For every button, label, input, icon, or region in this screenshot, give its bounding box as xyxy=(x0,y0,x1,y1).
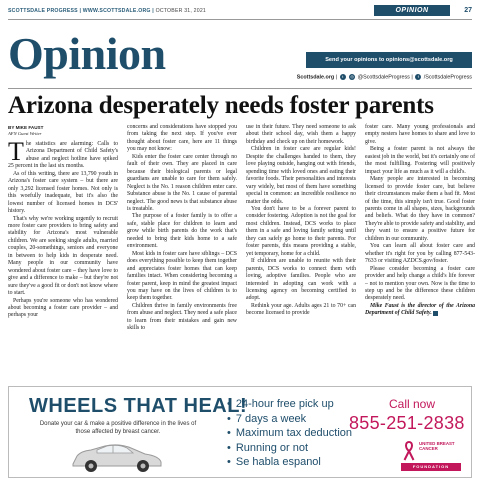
ubcf-name: UNITED BREAST CANCER xyxy=(419,441,455,452)
article-column-3 xyxy=(246,124,356,318)
article-paragraph: Perhaps you're someone who has wondered about becoming a foster care provider – and perhaps your xyxy=(8,297,118,319)
instagram-handle[interactable]: @ScottsdaleProgress xyxy=(357,74,410,81)
section-masthead: Opinion xyxy=(8,28,166,79)
list-item: • 7 days a week xyxy=(227,412,352,427)
article-paragraph: Children in foster care are regular kids! Despite the challenges handed to them, they love playing outside, hanging out with friends, spending time with loved ones and eating their favorite foods. Their personalities and interests vary widely, but most of them have something special in common: an incredible resilience no matter the odds. xyxy=(246,146,356,205)
lead-text: he statistics are alarming: Calls to Arizona Department of Child Safety's abuse and neglect hotline have spiked 25 percent in the last six months. xyxy=(8,141,118,170)
publication-name: SCOTTSDALE PROGRESS xyxy=(8,8,78,14)
section-tag: OPINION xyxy=(374,5,450,16)
article-paragraph: You don't have to be a forever parent to consider fostering. Adoption is not the goal for most children. Instead, DCS works to place them in a safe and loving family setting until they can safely go home to their parents. For foster parents, this means providing a stable, yet temporary, home for a child. xyxy=(246,205,356,257)
end-mark-icon xyxy=(433,311,438,316)
article-paragraph: As of this writing, there are 13,790 youth in Arizona's foster care system – but there are only 3,292 licensed foster homes. Not only is this woefully inadequate, but it's also the lowest number of licensed homes in DCS' history. xyxy=(8,170,118,215)
article-paragraph: use in their future. They need someone to ask about their school day, wish them a happy birthday and check up on their homework. xyxy=(246,124,356,145)
ad-title: WHEELS THAT HEAL! xyxy=(29,395,248,417)
twitter-icon: t xyxy=(340,74,346,80)
signoff-text: Mike Faust is the director of the Arizona Department of Child Safety. xyxy=(365,302,475,317)
call-now-label: Call now xyxy=(389,397,436,411)
article-paragraph: If children are unable to reunite with their parents, DCS works to connect them with loving, adoptive families. People who are interested in adopting can work with a licensing agency on becoming certified to adopt. xyxy=(246,258,356,302)
author-name: BY MIKE FAUST xyxy=(8,125,44,130)
ad-subtitle: Donate your car & make a positive difference in the lives of those affected by breast cancer. xyxy=(39,421,197,435)
article-paragraph: Most kids in foster care have siblings – DCS does everything possible to keep them together and appreciates foster homes that can keep families intact. When considering becoming a foster parent, keep in mind the greatest impact you may have on the lives of children is to keep them together. xyxy=(127,250,237,302)
article-headline: Arizona desperately needs foster parents xyxy=(8,92,434,119)
article-paragraph xyxy=(8,137,118,171)
list-item: • Maximum tax deduction xyxy=(227,426,352,441)
article-paragraph: concerns and considerations have stopped you from taking the next step. If you've ever thought about foster care, here are 11 things you may not know: xyxy=(127,124,237,153)
ubcf-foundation: FOUNDATION xyxy=(401,463,461,471)
article-paragraph: Kids enter the foster care center through no fault of their own. They are placed in care because their biological parents or legal guardians are unable to care for them safely. Neglect is the No. 1 reason children enter care. Substance abuse is the No. 1 cause of parental neglect. The good news is that substance abuse is treatable. xyxy=(127,153,237,212)
headline-divider xyxy=(8,88,472,89)
article-paragraph: Rethink your age. Adults ages 21 to 70+ can become licensed to provide xyxy=(246,302,356,317)
ad-phone-number[interactable]: 855-251-2838 xyxy=(349,413,465,433)
article-paragraph: That's why we're working urgently to recruit more foster care providers to bring safety and stability for Arizona's most vulnerable children. We are seeking single adults, married couples, 20-somethings, seniors and everyone in between to help kids in desperate need. Many people in our community have wondered about foster care – they have love to give and a difference to make – but they're not sure they've a good fit or don't not know where to start. xyxy=(8,215,118,297)
author-signoff xyxy=(365,303,475,318)
header-divider xyxy=(8,19,472,20)
submit-opinion-banner[interactable]: Send your opinions to opinions@scottsdale.org xyxy=(306,52,472,68)
list-item: • Se habla espanol xyxy=(227,455,352,470)
article-paragraph: foster care. Many young professionals and empty nesters have homes to share and love to give. xyxy=(365,124,475,145)
article-paragraph: The purpose of a foster family is to offer a safe, stable place for children to learn and grow while birth parents do the work that's needed to bring their kids home to a safe environment. xyxy=(127,213,237,250)
article-paragraph: Children thrive in family environments free from abuse and neglect. They need a safe place to learn from their mistakes and gain new skills to xyxy=(127,302,237,332)
drop-cap: T xyxy=(8,137,24,166)
ad-benefits-list xyxy=(227,397,352,470)
pink-ribbon-icon xyxy=(403,441,415,461)
site-link[interactable]: Scottsdale.org xyxy=(296,74,335,81)
facebook-handle[interactable]: /ScottsdaleProgress xyxy=(423,74,472,81)
article-column-1 xyxy=(8,137,118,320)
article-column-4 xyxy=(365,124,475,318)
car-icon xyxy=(67,440,167,474)
byline xyxy=(8,125,43,137)
article-paragraph: Being a foster parent is not always the easiest job in the world, but it's certainly one of the most fulfilling. Fostering will positively impact your life as much as it will a child's. xyxy=(365,146,475,175)
issue-date: OCTOBER 31, 2021 xyxy=(155,8,206,14)
page-number: 27 xyxy=(464,7,472,14)
facebook-icon: f xyxy=(415,74,421,80)
publication-website[interactable]: WWW.SCOTTSDALE.ORG xyxy=(82,8,151,14)
article-paragraph: Please consider becoming a foster care provider and help change a child's life forever – not to mention your own. Now is the time to step up and be the difference these children desperately need. xyxy=(365,265,475,302)
list-item: • Running or not xyxy=(227,441,352,456)
article-paragraph: Many people are interested in becoming licensed to provide foster care, but believe their circumstances make them a bad fit. Most of the time, this simply isn't true. Good foster parents come in all shapes, sizes, backgrounds and beliefs. What do they have in common? They're able to provide safety and stability, and they want to ensure a positive future for children in our community. xyxy=(365,176,475,242)
author-role: AFN Guest Writer xyxy=(8,131,42,136)
social-links: Scottsdale.org | t ◎ @ScottsdaleProgress | f /ScottsdaleProgress xyxy=(296,74,472,81)
article-column-2 xyxy=(127,124,237,333)
ubcf-logo xyxy=(399,439,463,473)
list-item: • 24-hour free pick up xyxy=(227,397,352,412)
instagram-icon: ◎ xyxy=(350,74,354,79)
article-paragraph: You can learn all about foster care and whether it's right for you by calling 877-543-7633 or visiting AZDCS.gov/foster. xyxy=(365,243,475,265)
advertisement[interactable] xyxy=(8,386,472,478)
page-header xyxy=(0,0,480,22)
publication-line: SCOTTSDALE PROGRESS | WWW.SCOTTSDALE.ORG | OCTOBER 31, 2021 xyxy=(8,8,206,14)
